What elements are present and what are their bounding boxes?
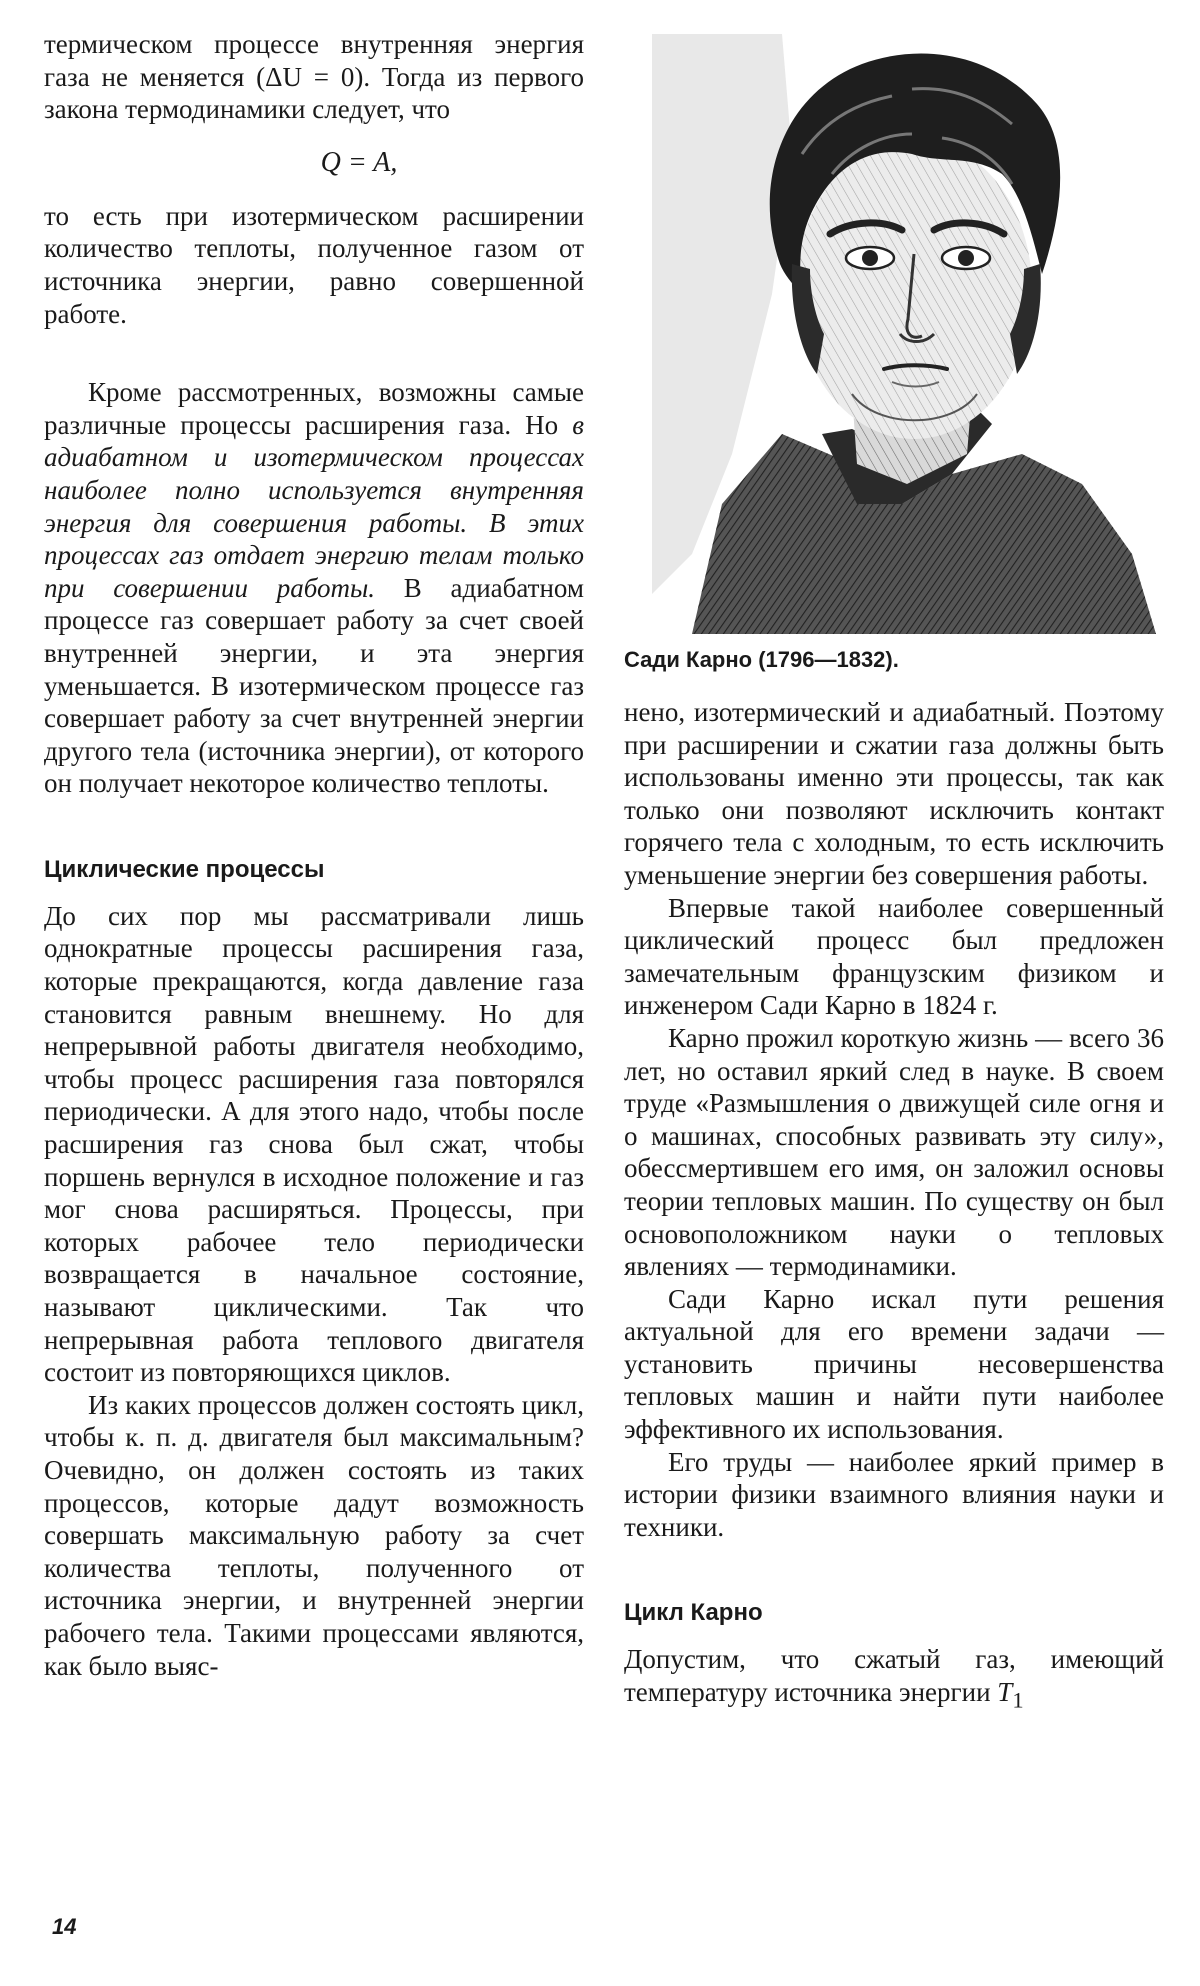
paragraph-processes-emphasis: в адиабатном и изотермическом процессах наиболее полно используется внутренняя энергия для совершения работы. В этих процессах газ отдает энергию телам только при совершении работы. xyxy=(44,409,584,603)
temperature-variable: T xyxy=(997,1677,1013,1708)
paragraph-isothermal-intro: термическом процессе внутренняя энергия газа не меняется (ΔU = 0). Тогда из первого закона термодинамики следует, что xyxy=(44,29,584,125)
paragraph-carnot-legacy: Его труды — наиболее яркий пример в истории физики взаимного влияния науки и техники. xyxy=(624,1446,1164,1542)
portrait-sadi-carnot xyxy=(652,34,1156,634)
left-column xyxy=(44,28,584,1682)
portrait-engraving-image xyxy=(652,34,1156,634)
paragraph-cycle-question: Из каких процессов должен состоять цикл, чтобы к. п. д. двигателя был максимальным? Очевидно, он должен состоять из таких процессов, которые дадут возможность совершать максимальную работу за счет количества теплоты, полученного от источника энергии, и внутренней энергии рабочего тела. Такими процессами являются, как было выяс- xyxy=(44,1389,584,1681)
right-column xyxy=(624,696,1164,1717)
formula-q-equals-a: Q = A, xyxy=(320,146,398,178)
paragraph-processes-start: Кроме рассмотренных, возможны самые различные процессы расширения газа. Но xyxy=(44,377,584,440)
page-number: 14 xyxy=(52,1914,77,1939)
paragraph-carnot-search: Сади Карно искал пути решения актуальной для его времени задачи — установить причины несовершенства тепловых машин и найти пути наиболее эффективного их использования. xyxy=(624,1283,1164,1445)
paragraph-carnot-cycle-start xyxy=(624,1643,1164,1717)
temperature-subscript: 1 xyxy=(1012,1687,1024,1713)
paragraph-carnot-first: Впервые такой наиболее совершенный циклический процесс был предложен замечательным французским физиком и инженером Сади Карно в 1824 г. xyxy=(624,892,1164,1021)
paragraph-carnot-life: Карно прожил короткую жизнь — всего 36 лет, но оставил яркий след в науке. В своем труде «Размышления о движущей силе огня и о машинах, способных развивать эту силу», обессмертившем его имя, он заложил основы теории тепловых машин. По существу он был основоположником науки о тепловых явлениях — термодинамики. xyxy=(624,1022,1164,1282)
paragraph-cyclic-definition: До сих пор мы рассматривали лишь однократные процессы расширения газа, которые прекращаются, когда давление газа становится равным внешнему. Но для непрерывной работы двигателя необходимо, чтобы процесс расширения газа повторялся периодически. А для этого надо, чтобы после расширения газ снова был сжат, чтобы поршень вернулся в исходное положение и газ мог снова расширяться. Процессы, при которых рабочее тело периодически возвращается в начальное состояние, называют циклическими. Так что непрерывная работа теплового двигателя состоит из повторяющихся циклов. xyxy=(44,900,584,1388)
paragraph-isothermal-conclusion: то есть при изотермическом расширении количество теплоты, полученное газом от источника энергии, равно совершенной работе. xyxy=(44,200,584,329)
paragraph-cycle-processes: нено, изотермический и адиабатный. Поэтому при расширении и сжатии газа должны быть использованы именно эти процессы, так как только они позволяют исключить контакт горячего тела с холодным, то есть исключить уменьшение энергии без совершения работы. xyxy=(624,697,1164,890)
heading-cyclic-processes: Циклические процессы xyxy=(44,855,325,883)
portrait-caption: Сади Карно (1796—1832). xyxy=(624,647,899,672)
heading-carnot-cycle: Цикл Карно xyxy=(624,1599,763,1627)
paragraph-carnot-cycle-text: Допустим, что сжатый газ, имеющий температуру источника энергии xyxy=(624,1644,1164,1708)
paragraph-processes-end: В адиабатном процессе газ совершает работу за счет своей внутренней энергии, и эта энергия уменьшается. В изотермическом процессе газ совершает работу за счет внутренней энергии другого тела (источника энергии), от которого он получает некоторое количество теплоты. xyxy=(44,572,584,799)
paragraph-processes xyxy=(44,376,584,800)
